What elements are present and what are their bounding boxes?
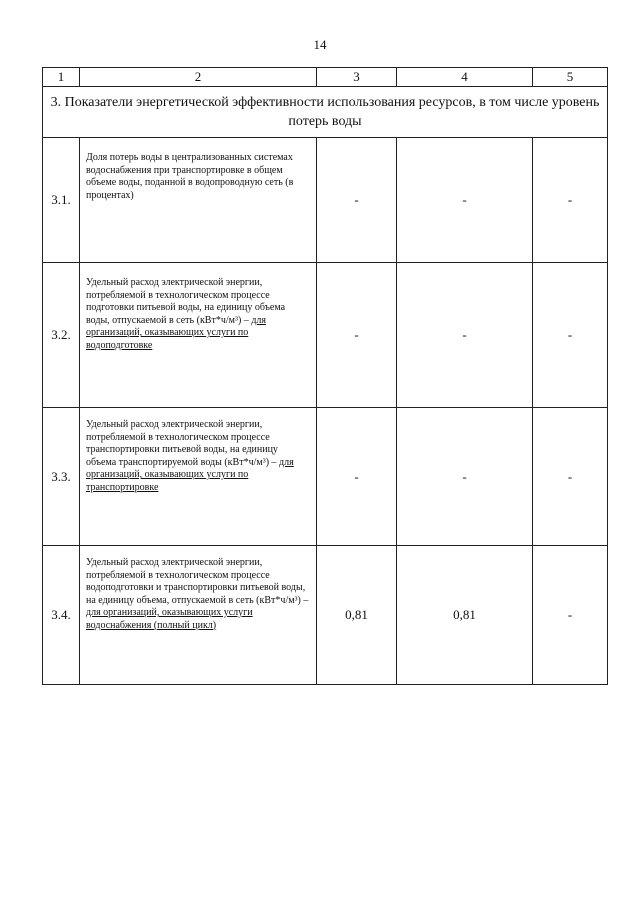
value-col4: - bbox=[397, 408, 533, 546]
row-number: 3.3. bbox=[43, 408, 80, 546]
row-description bbox=[80, 546, 317, 685]
row-text: Доля потерь воды в централизованных системах водоснабжения при транспортировке в общем объеме воды, поданной в водопроводную сеть (в процентах) bbox=[86, 152, 294, 201]
row-description bbox=[80, 263, 317, 408]
value-col3: 0,81 bbox=[317, 546, 397, 685]
indicators-table bbox=[42, 67, 608, 685]
row-text: Удельный расход электрической энергии, потребляемой в технологическом процессе транспортировки питьевой воды, на единицу объема транспортируемой воды (кВт*ч/м³) – bbox=[86, 419, 280, 468]
row-text-underlined: для организаций, оказывающих услуги по транспортировке bbox=[86, 456, 294, 493]
row-number: 3.2. bbox=[43, 263, 80, 408]
page-number: 14 bbox=[313, 37, 327, 52]
header-cell-1: 1 bbox=[43, 68, 80, 87]
header-cell-4: 4 bbox=[397, 68, 533, 87]
table-row bbox=[43, 408, 608, 546]
table-row bbox=[43, 263, 608, 408]
header-cell-2: 2 bbox=[80, 68, 317, 87]
row-description bbox=[80, 408, 317, 546]
header-cell-5: 5 bbox=[533, 68, 608, 87]
value-col3: - bbox=[317, 263, 397, 408]
table-row bbox=[43, 138, 608, 263]
row-text-underlined: для организаций, оказывающих услуги по водоподготовке bbox=[86, 314, 266, 351]
value-col3: - bbox=[317, 138, 397, 263]
row-number: 3.1. bbox=[43, 138, 80, 263]
row-text: Удельный расход электрической энергии, потребляемой в технологическом процессе водоподготовки и транспортировки питьевой воды, на единицу объема, отпускаемой в сеть (кВт*ч/м³) – bbox=[86, 557, 309, 606]
value-col3: - bbox=[317, 408, 397, 546]
value-col5: - bbox=[533, 263, 608, 408]
row-text-underlined: для организаций, оказывающих услуги водоснабжения (полный цикл) bbox=[86, 607, 253, 631]
row-text: Удельный расход электрической энергии, потребляемой в технологическом процессе подготовки питьевой воды, на единицу объема воды, отпускаемой в сеть (кВт*ч/м³) – bbox=[86, 277, 286, 326]
section-row bbox=[43, 87, 608, 138]
value-col4: - bbox=[397, 138, 533, 263]
value-col5: - bbox=[533, 408, 608, 546]
header-cell-3: 3 bbox=[317, 68, 397, 87]
row-description bbox=[80, 138, 317, 263]
table-row bbox=[43, 546, 608, 685]
value-col4: 0,81 bbox=[397, 546, 533, 685]
section-title: 3. Показатели энергетической эффективности использования ресурсов, в том числе уровень потерь воды bbox=[43, 87, 608, 138]
header-row bbox=[43, 68, 608, 87]
value-col5: - bbox=[533, 138, 608, 263]
value-col4: - bbox=[397, 263, 533, 408]
row-number: 3.4. bbox=[43, 546, 80, 685]
value-col5: - bbox=[533, 546, 608, 685]
